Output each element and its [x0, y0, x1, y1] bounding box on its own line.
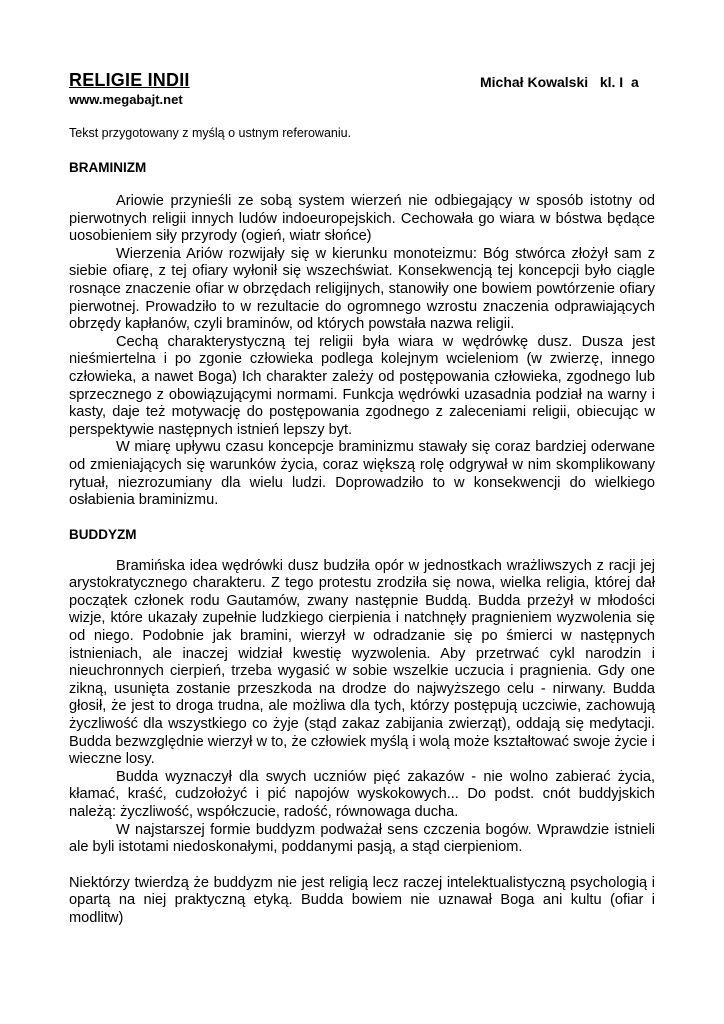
document-page — [69, 70, 655, 928]
section-heading-buddyzm: BUDDYZM — [69, 526, 137, 542]
paragraph: W najstarszej formie buddyzm podważał sens czczenia bogów. Wprawdzie istnieli ale byli istotami niedoskonałymi, poddanymi pasją, a stąd cierpieniom. — [69, 821, 655, 856]
paragraph: Cechą charakterystyczną tej religii była wiara w wędrówkę dusz. Dusza jest nieśmiertelna i po zgonie człowieka podlega kolejnym wcieleniom (w zwierzę, innego człowieka, a nawet Boga) Ich charakter zależy od postępowania człowieka, zgodnego lub sprzecznego z obowiązującymi normami. Funkcja wędrówki uzasadnia podział na warny i kasty, daje też motywację do postępowania zgodnego z zaleceniami religii, obiecując w perspektywie następnych istnień lepszy byt. — [69, 333, 655, 438]
paragraph: Budda wyznaczył dla swych uczniów pięć zakazów - nie wolno zabierać życia, kłamać, kraść, cudzołożyć i pić napojów wyskokowych... Do podst. cnót buddyjskich należą: życzliwość, współczucie, radość, równowaga ducha. — [69, 768, 655, 820]
author-line: Michał Kowalski kl. I a — [480, 74, 639, 90]
website-url: www.megabajt.net — [69, 92, 183, 107]
paragraph: Bramińska idea wędrówki dusz budziła opór w jednostkach wrażliwszych z racji jej arystokratycznego charakteru. Z tego protestu zrodziła się nowa, wielka religia, której dał początek członek rodu Gautamów, zwany następnie Buddą. Budda przeżył w młodości wizje, które ukazały zupełnie ludzkiego cierpienia i natchnęły pragnieniem wyzwolenia się od niego. Podobnie jak bramini, wierzył w odradzanie się po śmierci w następnych istnieniach, ale inaczej widział kwestię wyzwolenia. Aby przetrwać cykl narodzin i nieuchronnych cierpień, trzeba wygasić w sobie wszelkie uczucia i pragnienia. Gdy one zikną, usunięta zostanie przeszkoda na drodze do najwyższego celu - nirwany. Budda głosił, że jest to droga trudna, ale możliwa dla tych, którzy postępują uczciwie, zachowują życzliwość dla wszystkiego co żyje (stąd zakaz zabijania zwierząt), oddają się medytacji. Budda bezwzględnie wierzył w to, że człowiek myślą i wolą może kształtować swoje życie i wieczne losy. — [69, 557, 655, 768]
closing-paragraph: Niektórzy twierdzą że buddyzm nie jest religią lecz raczej intelektualistyczną psychologią i opartą na niej praktyczną etyką. Budda bowiem nie uznawał Boga ani kultu (ofiar i modlitw) — [69, 874, 655, 926]
document-title: RELIGIE INDII — [69, 70, 190, 90]
section-heading-braminizm: BRAMINIZM — [69, 160, 147, 175]
document-header — [69, 70, 655, 92]
paragraph: W miarę upływu czasu koncepcje braminizmu stawały się coraz bardziej oderwane od zmieniających się warunków życia, coraz większą rolę odgrywał w nim skomplikowany rytuał, niezrozumiany dla wielu ludzi. Doprowadziło to w konsekwencji do wielkiego osłabienia braminizmu. — [69, 439, 655, 509]
paragraph: Wierzenia Ariów rozwijały się w kierunku monoteizmu: Bóg stwórca złożył sam z siebie ofiarę, z tej ofiary wyłonił się wszechświat. Konsekwencją tej koncepcji było ciągle rosnące znaczenie ofiar w obrzędach religijnych, stanowiły one bowiem powtórzenie ofiary pierwotnej. Prowadziło to w rezultacie do ogromnego wzrostu znaczenia odprawiających obrzędy kapłanów, czyli braminów, od których powstała nazwa religii. — [69, 245, 655, 333]
intro-note: Tekst przygotowany z myślą o ustnym referowaniu. — [69, 126, 352, 140]
paragraph: Ariowie przynieśli ze sobą system wierzeń nie odbiegający w sposób istotny od pierwotnych religii innych ludów indoeuropejskich. Cechowała go wiara w bóstwa będące uosobieniem siły przyrody (ogień, wiatr słońce) — [69, 193, 655, 245]
section-body-braminizm — [69, 193, 655, 510]
section-body-buddyzm — [69, 558, 655, 857]
